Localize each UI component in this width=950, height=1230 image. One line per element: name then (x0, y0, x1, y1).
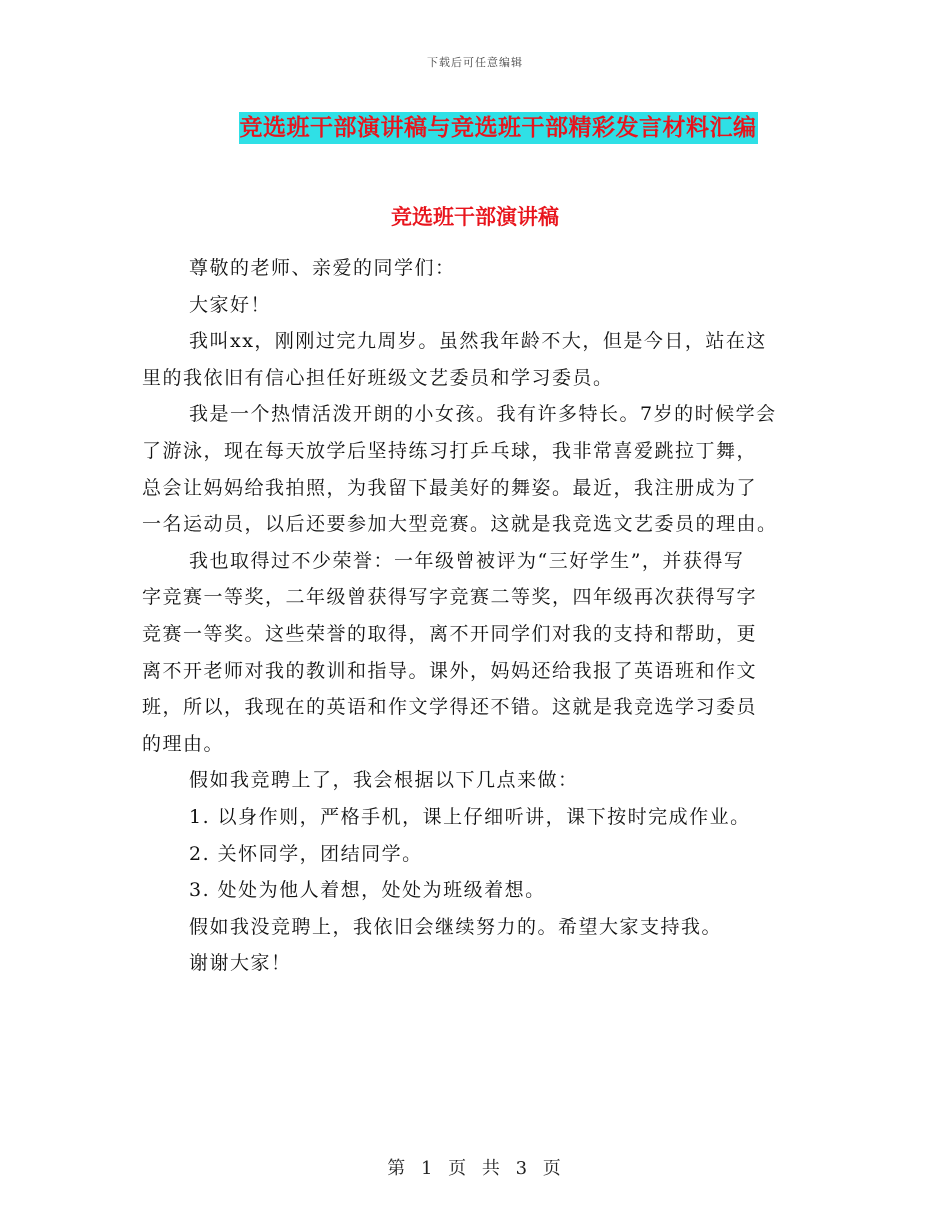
list-item-2 (142, 836, 810, 873)
document-title-wrap (0, 112, 950, 144)
header-note: 下载后可任意编辑 (427, 56, 523, 69)
text-line: 我也取得过不少荣誉：一年级曾被评为“三好学生”，并获得写 (189, 549, 745, 572)
text-line: 大家好！ (189, 293, 272, 316)
text-line: 总会让妈妈给我拍照，为我留下最美好的舞姿。最近，我注册成为了 (142, 476, 758, 499)
text-line: 里的我依旧有信心担任好班级文艺委员和学习委员。 (142, 366, 614, 389)
paragraph-salutation (142, 250, 810, 287)
text-line: 假如我竞聘上了，我会根据以下几点来做： (189, 769, 579, 792)
text-line: 字竞赛一等奖，二年级曾获得写字竞赛二等奖，四年级再次获得写字 (142, 586, 758, 609)
document-title: 竞选班干部演讲稿与竞选班干部精彩发言材料汇编 (239, 112, 758, 144)
text-line: 竞赛一等奖。这些荣誉的取得，离不开同学们对我的支持和帮助，更 (142, 622, 758, 645)
text-line: 3. 处处为他人着想，处处为班级着想。 (189, 879, 546, 902)
paragraph-talents (142, 396, 810, 542)
paragraph-thanks (142, 945, 810, 982)
text-line: 的理由。 (142, 732, 225, 755)
text-line: 了游泳，现在每天放学后坚持练习打乒乓球，我非常喜爱跳拉丁舞， (142, 439, 758, 462)
document-body (142, 250, 810, 982)
paragraph-closing (142, 909, 810, 946)
paragraph-greeting (142, 287, 810, 324)
list-item-3 (142, 872, 810, 909)
text-line: 1. 以身作则，严格手机，课上仔细听讲，课下按时完成作业。 (189, 805, 751, 828)
text-line: 尊敬的老师、亲爱的同学们： (189, 257, 456, 279)
page-footer: 第 1 页 共 3 页 (387, 1158, 563, 1179)
section-title: 竞选班干部演讲稿 (391, 205, 559, 229)
text-line: 谢谢大家！ (189, 952, 292, 975)
text-line: 班，所以，我现在的英语和作文学得还不错。这就是我竞选学习委员 (142, 696, 758, 719)
paragraph-honors (142, 543, 810, 763)
paragraph-plan-intro (142, 762, 810, 799)
text-line: 我叫xx，刚刚过完九周岁。虽然我年龄不大，但是今日，站在这 (189, 330, 767, 353)
paragraph-intro (142, 323, 810, 396)
text-line: 假如我没竞聘上，我依旧会继续努力的。希望大家支持我。 (189, 915, 723, 938)
text-line: 一名运动员，以后还要参加大型竞赛。这就是我竞选文艺委员的理由。 (142, 513, 778, 536)
text-line: 我是一个热情活泼开朗的小女孩。我有许多特长。7岁的时候学会 (189, 403, 777, 426)
list-item-1 (142, 799, 810, 836)
text-line: 离不开老师对我的教训和指导。课外，妈妈还给我报了英语班和作文 (142, 659, 758, 682)
text-line: 2. 关怀同学，团结同学。 (189, 842, 423, 865)
